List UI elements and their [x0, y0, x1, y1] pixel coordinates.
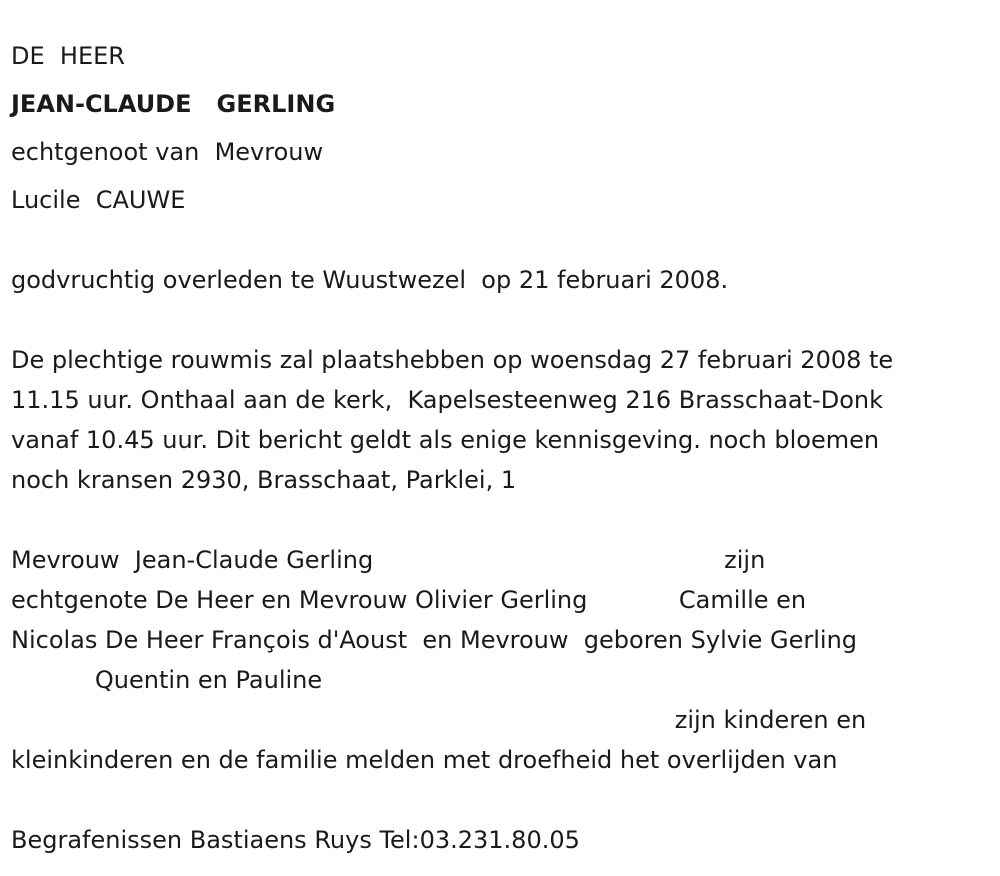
death-notice: godvruchtig overleden te Wuustwezel op 21 februari 2008. — [11, 266, 729, 294]
ceremony-line-1: De plechtige rouwmis zal plaatshebben op woensdag 27 februari 2008 te — [11, 346, 894, 374]
family-line-6: kleinkinderen en de familie melden met droefheid het overlijden van — [11, 746, 838, 774]
family-line-2: echtgenote De Heer en Mevrouw Olivier Gerling Camille en — [11, 586, 807, 614]
ceremony-line-3: vanaf 10.45 uur. Dit bericht geldt als enige kennisgeving. noch bloemen — [11, 426, 880, 454]
family-line-1: Mevrouw Jean-Claude Gerling zijn — [11, 546, 766, 574]
spouse-name: Lucile CAUWE — [11, 186, 186, 214]
title-line: DE HEER — [11, 42, 125, 70]
spouse-intro: echtgenoot van Mevrouw — [11, 138, 324, 166]
family-line-5: zijn kinderen en — [11, 706, 867, 734]
deceased-name: JEAN-CLAUDE GERLING — [11, 90, 336, 118]
family-line-3: Nicolas De Heer François d'Aoust en Mevrouw geboren Sylvie Gerling — [11, 626, 858, 654]
funeral-home: Begrafenissen Bastiaens Ruys Tel:03.231.80.05 — [11, 826, 580, 854]
ceremony-line-2: 11.15 uur. Onthaal aan de kerk, Kapelsesteenweg 216 Brasschaat-Donk — [11, 386, 883, 414]
family-line-4: Quentin en Pauline — [11, 666, 323, 694]
ceremony-line-4: noch kransen 2930, Brasschaat, Parklei, 1 — [11, 466, 517, 494]
